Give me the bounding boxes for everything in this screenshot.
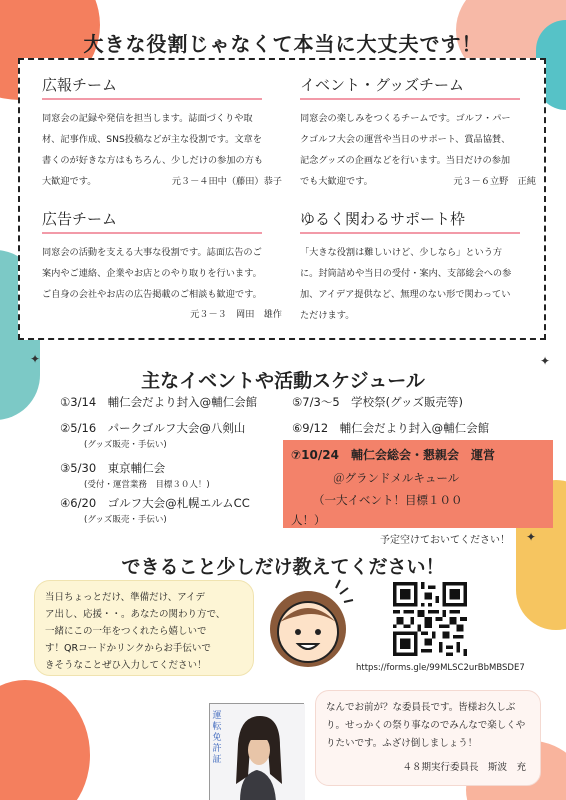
main-title: 大きな役割じゃなくて本当に大丈夫です！ bbox=[83, 32, 483, 56]
team-pr bbox=[42, 74, 282, 192]
ask-bubble: 当日ちょっとだけ、準備だけ、アイデ ア出し、応援・・。あなたの関わり方で、 一緒にこの一年をつくれたら嬉しいで す！QRコードかリンクからお手伝いで きそうなことぜひ入力してください！ bbox=[34, 580, 254, 676]
schedule-title: 主なイベントや活動スケジュール bbox=[141, 370, 425, 392]
schedule-highlight: ⑦10/24 輔仁会総会・懇親会 運営 ＠グランドメルキュール （一大イベント！目標１００ 人！） bbox=[283, 440, 553, 528]
schedule-item-3: ③5/30 東京輔仁会 (受付・運営業務 目標３０人！) bbox=[60, 461, 210, 490]
team-support-name: ゆるく関わるサポート枠 bbox=[300, 208, 520, 234]
sparkle-icon: ✦ bbox=[540, 354, 551, 368]
decor-blob-coral-bottom bbox=[0, 680, 90, 800]
team-pr-member: 元３－４田中（藤田）恭子 bbox=[171, 176, 282, 187]
qr-code-icon[interactable] bbox=[393, 582, 467, 656]
team-ad bbox=[42, 208, 282, 325]
chair-message-bubble: なんでお前が？な委員長です。皆様お久しぶ り。せっかくの祭り事なのでみんなで楽しくや りたいです。ふざけ倒しましょう！ ４８期実行委員長 斯波 充 bbox=[315, 690, 541, 786]
schedule-note: 予定空けておいてください！ bbox=[380, 535, 510, 546]
portrait-image bbox=[210, 704, 305, 800]
team-support-desc: 「大きな役割は難しいけど、少しなら」という方 に。封筒詰めや当日の受付・案内、支部総会への参 加、アイデア提供など、無理のない形で関わってい ただけます。 bbox=[300, 247, 512, 321]
team-pr-desc: 同窓会の記録や発信を担当します。誌面づくりや取 材、記事作成、SNS投稿などが主な役割です。文章を 書くのが好きな方はもちろん、少しだけの参加の方も 大歓迎です。 元３－４田中（藤田）恭子 bbox=[42, 108, 282, 192]
schedule-item-2: ②5/16 パークゴルフ大会@八剣山 (グッズ販売・手伝い) bbox=[60, 421, 246, 450]
schedule-item-4: ④6/20 ゴルフ大会@札幌エルムCC (グッズ販売・手伝い) bbox=[60, 496, 250, 525]
team-event-member: 元３－６立野 正純 bbox=[453, 176, 536, 187]
license-photo bbox=[209, 703, 304, 800]
team-ad-desc: 同窓会の活動を支える大事な役割です。誌面広告のご 案内やご連絡、企業やお店とのやり取りを行います。 ご自身の会社やお店の広告掲載のご相談も歓迎です。 bbox=[42, 247, 262, 300]
chair-signature: ４８期実行委員長 斯波 充 bbox=[402, 762, 526, 773]
team-section bbox=[18, 58, 546, 340]
team-ad-name: 広告チーム bbox=[42, 208, 262, 234]
license-label: 運 転 免 許 証 bbox=[212, 711, 222, 765]
team-pr-name: 広報チーム bbox=[42, 74, 262, 100]
team-event-desc: 同窓会の楽しみをつくるチームです。ゴルフ・パー クゴルフ大会の運営や当日のサポート、賞品協賛、 記念グッズの企画などを行います。当日だけの参加 でも大歓迎です。 元３－６立野 正純 bbox=[300, 108, 536, 192]
smiling-face-icon bbox=[258, 574, 358, 674]
schedule-item-1: ①3/14 輔仁会だより封入@輔仁会館 bbox=[60, 395, 258, 409]
team-event-name: イベント・グッズチーム bbox=[300, 74, 520, 100]
form-link[interactable]: https://forms.gle/99MLSC2urBbMBSDE7 bbox=[356, 663, 525, 673]
schedule-item-5: ⑤7/3～5 学校祭(グッズ販売等) bbox=[292, 395, 464, 409]
team-event bbox=[300, 74, 536, 192]
ask-title: できること少しだけ教えてください！ bbox=[121, 556, 445, 578]
schedule-item-6: ⑥9/12 輔仁会だより封入@輔仁会館 bbox=[292, 421, 490, 435]
team-ad-member: 元３－３ 岡田 雄作 bbox=[190, 309, 282, 320]
sparkle-icon: ✦ bbox=[30, 352, 41, 366]
sparkle-icon: ✦ bbox=[526, 530, 537, 544]
team-support bbox=[300, 208, 536, 326]
